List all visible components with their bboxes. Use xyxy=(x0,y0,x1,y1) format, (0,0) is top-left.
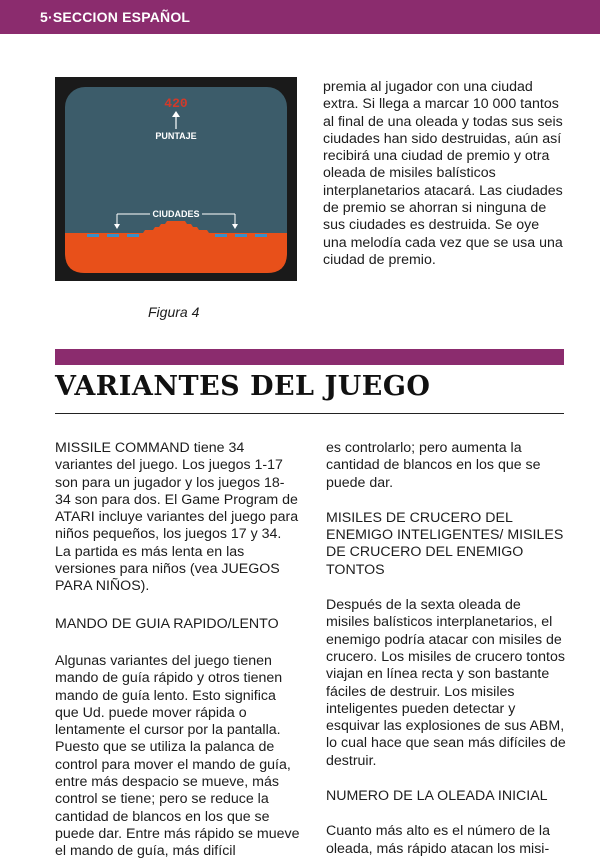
figure-caption: Figura 4 xyxy=(148,304,200,320)
left-column xyxy=(55,440,300,861)
initial-wave-paragraph: Cuanto más alto es el número de la oleada, más rápido atacan los misi- xyxy=(326,823,550,857)
cities-label: CIUDADES xyxy=(152,209,200,219)
title-rule xyxy=(55,413,564,414)
guide-speed-paragraph: Algunas variantes del juego tienen mando de guía rápido y otros tienen mando de guía lento. Esto significa que Ud. puede mover rápida o lentamente el cursor por la pantalla. Puesto que se utiliza la palanca de control para mover el mando de guía, entre más despacio se mueve, más control se tiene; pero se reduce la cantidad de blancos en los que se puede dar. Entre más rápido se mueve el mando de guía, más difícil xyxy=(55,652,300,860)
cruise-missile-heading: MISILES DE CRUCERO DEL ENEMIGO INTELIGENTES/ MISILES DE CRUCERO DEL ENEMIGO TONTOS xyxy=(326,509,564,578)
cruise-missile-paragraph: Después de la sexta oleada de misiles balísticos interplanetarios, el enemigo podría atacar con misiles de crucero. Los misiles de crucero tontos viajan en línea recta y son bastante fáciles de destruir. Los misiles inteligentes pueden detectar y esquivar las explosiones de sus ABM, lo cual hace que sean más difíciles de destruir. xyxy=(326,597,566,769)
right-column xyxy=(326,440,566,858)
city-mark xyxy=(215,234,227,237)
section-divider-bar xyxy=(55,349,564,365)
section-title: VARIANTES DEL JUEGO xyxy=(55,371,431,402)
city-mark xyxy=(87,234,99,237)
continuation-paragraph: es controlarlo; pero aumenta la cantidad de blancos en los que se puede dar. xyxy=(326,440,541,491)
intro-paragraph: MISSILE COMMAND tiene 34 variantes del juego. Los juegos 1-17 son para un jugador y los juegos 18-34 son para dos. El Game Program de ATARI incluye variantes del juego para niños pequeños, los juegos 17 y 34. La partida es más lenta en las versiones para niños (vea JUEGOS PARA NIÑOS). xyxy=(55,440,299,595)
game-screen-figure xyxy=(55,77,297,281)
city-mark xyxy=(255,234,267,237)
city-mark xyxy=(235,234,247,237)
guide-speed-heading: MANDO DE GUIA RAPIDO/LENTO xyxy=(55,615,279,632)
game-screen-illustration xyxy=(55,77,297,281)
score-value: 420 xyxy=(164,96,188,111)
bonus-city-paragraph: premia al jugador con una ciudad extra. Si llega a marcar 10 000 tantos al final de una oleada y todas sus seis ciudades han sido destruidas, aún así recibirá una ciudad de premio y otra oleada de misiles balísticos interplanetarios atacará. Las ciudades de premio se ahorran si ninguna de sus ciudades es destruida. Se oye una melodía cada vez que se usa una ciudad de premio. xyxy=(323,79,563,268)
score-label: PUNTAJE xyxy=(155,131,197,141)
initial-wave-heading: NUMERO DE LA OLEADA INICIAL xyxy=(326,788,548,805)
section-header-label: 5·SECCION ESPAÑOL xyxy=(40,9,191,25)
city-mark xyxy=(107,234,119,237)
city-mark xyxy=(127,234,139,237)
